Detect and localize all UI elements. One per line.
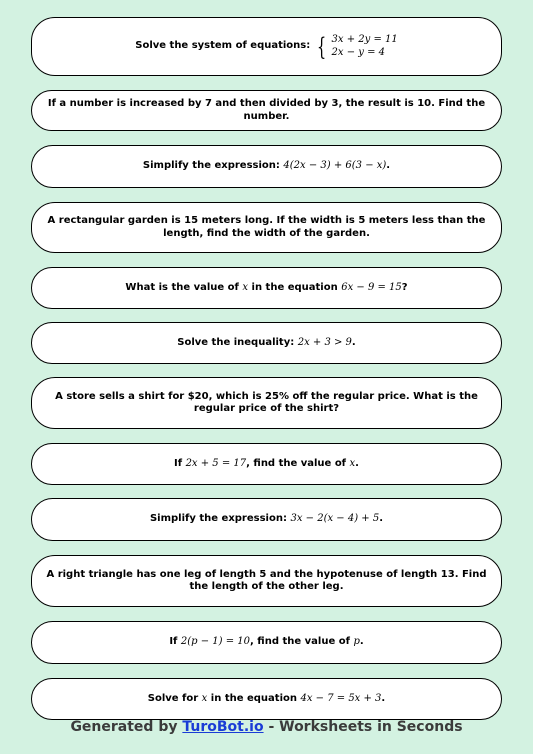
question-card-8 [31,443,502,485]
question-suffix: . [386,160,391,172]
equation-2: 2x − y = 4 [331,46,386,58]
math-expression: 2x + 5 = 17 [185,457,247,469]
question-text: Solve the inequality: [177,336,295,348]
question-suffix: . [351,336,356,348]
math-variable: x [201,692,208,704]
question-suffix: ? [401,281,408,293]
question-card-4 [31,202,502,253]
footer-suffix: - Worksheets in Seconds [268,719,463,735]
math-expression: 2x + 3 > 9 [297,336,352,348]
math-expression: 4(2x − 3) + 6(3 − x) [283,160,387,172]
math-expression: 3x − 2(x − 4) + 5 [290,513,380,525]
question-text-mid: in the equation [210,692,297,704]
math-variable: x [242,281,249,293]
math-expression: 2(p − 1) = 10 [180,636,251,648]
math-expression: 6x − 9 = 15 [341,281,402,293]
question-card-1 [31,17,502,76]
question-text: Solve for [147,692,199,704]
brace-symbol: { [317,32,327,61]
question-text-mid: , find the value of [250,636,350,648]
question-suffix: . [359,636,364,648]
equation-system [314,34,398,59]
question-text: A store sells a shirt for $20, which is 25% off the regular price. What is the regular price of the shirt? [55,390,478,414]
question-card-10 [31,555,502,607]
math-variable: p [353,636,360,648]
footer [0,719,533,735]
question-card-6 [31,322,502,364]
question-card-11 [31,621,502,664]
math-expression: 4x − 7 = 5x + 3 [300,692,382,704]
footer-prefix: Generated by [70,719,178,735]
equation-1: 3x + 2y = 11 [331,34,398,45]
question-text: A right triangle has one leg of length 5 and the hypotenuse of length 13. Find the length of the other leg. [46,568,487,592]
question-card-9 [31,498,502,541]
question-suffix: . [379,513,384,525]
question-text-mid: , find the value of [246,457,347,469]
question-text: Solve the system of equations: [135,40,311,52]
question-text: Simplify the expression: [149,513,287,525]
question-card-2 [31,90,502,131]
question-suffix: . [355,457,359,469]
question-card-7 [31,377,502,429]
question-text-mid: in the equation [251,281,338,293]
math-variable: x [349,457,356,469]
question-card-3 [31,145,502,188]
question-text: A rectangular garden is 15 meters long. If the width is 5 meters less than the length, find the width of the garden. [47,215,486,239]
question-card-12 [31,678,502,720]
question-text: Simplify the expression: [142,160,280,172]
question-text: If [169,636,178,648]
question-text: If a number is increased by 7 and then divided by 3, the result is 10. Find the number. [47,98,486,122]
question-text: What is the value of [125,281,239,293]
question-suffix: . [381,692,386,704]
turobot-link[interactable]: TuroBot.io [182,719,264,735]
question-card-5 [31,267,502,309]
question-text: If [174,457,183,469]
